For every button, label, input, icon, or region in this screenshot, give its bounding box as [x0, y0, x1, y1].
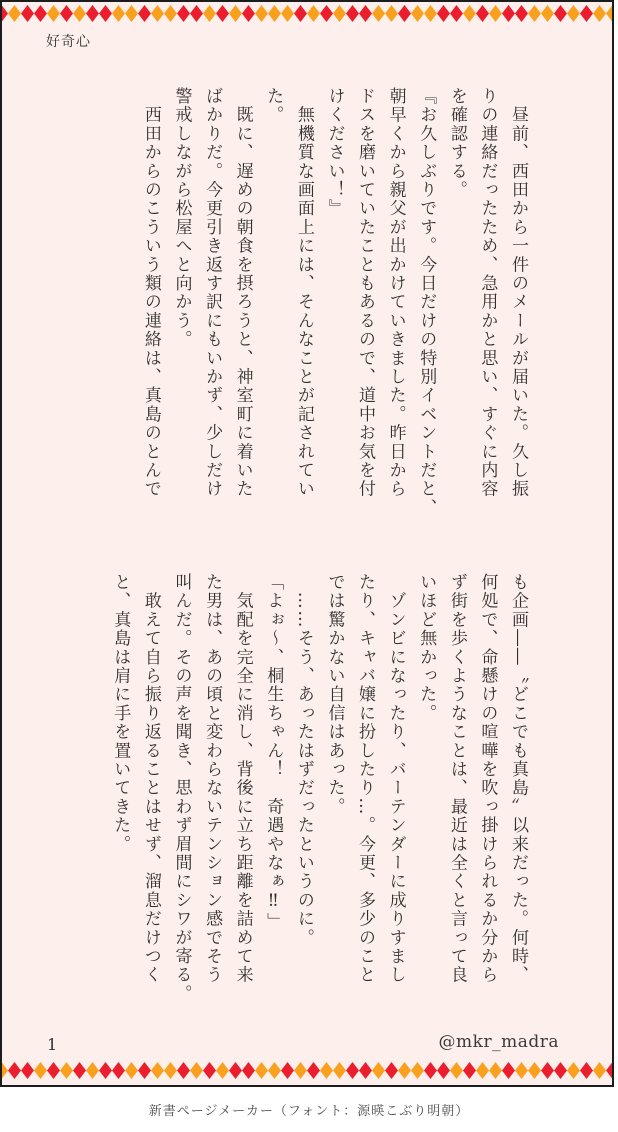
diamond-ornament-icon	[151, 1062, 164, 1079]
diamond-ornament-icon	[281, 1062, 294, 1079]
diamond-ornament-icon	[268, 5, 281, 22]
text-line: ……そう、あったはずだったというのに。	[293, 573, 314, 947]
diamond-ornament-icon	[372, 5, 385, 22]
diamond-ornament-icon	[424, 1062, 437, 1079]
diamond-ornament-icon	[73, 1062, 86, 1079]
diamond-ornament-icon	[450, 1062, 463, 1079]
diamond-ornament-icon	[502, 1062, 515, 1079]
diamond-ornament-icon	[411, 5, 424, 22]
text-line: た。	[263, 87, 284, 125]
diamond-ornament-icon	[398, 1062, 411, 1079]
text-line: いほど無かった。	[416, 573, 437, 723]
text-line: では驚かない自信はあった。	[324, 573, 345, 817]
text-line: ず街を歩くようなことは、最近は全くと言って良	[446, 573, 467, 985]
diamond-ornament-icon	[164, 1062, 177, 1079]
author-handle: @mkr_madra	[438, 1032, 559, 1052]
diamond-ornament-icon	[515, 1062, 528, 1079]
diamond-ornament-icon	[190, 5, 203, 22]
diamond-ornament-icon	[203, 5, 216, 22]
diamond-ornament-icon	[177, 5, 190, 22]
text-line: たり、キャバ嬢に扮したり…。今更、多少のこと	[355, 573, 376, 985]
diamond-ornament-icon	[372, 1062, 385, 1079]
diamond-ornament-icon	[359, 5, 372, 22]
text-line: 気配を完全に消し、背後に立ち距離を詰めて来	[232, 573, 253, 985]
diamond-ornament-icon	[346, 1062, 359, 1079]
diamond-ornament-icon	[216, 5, 229, 22]
diamond-ornament-icon	[47, 1062, 60, 1079]
diamond-ornament-icon	[489, 5, 502, 22]
diamond-ornament-icon	[502, 5, 515, 22]
diamond-ornament-icon	[268, 1062, 281, 1079]
text-line: 何処で、命懸けの喧嘩を吹っ掛けられるか分から	[477, 573, 498, 985]
diamond-ornament-icon	[125, 5, 138, 22]
diamond-ornament-icon	[99, 5, 112, 22]
text-line: も企画――〝どこでも真島〟以来だった。何時、	[508, 573, 528, 985]
diamond-ornament-icon	[255, 1062, 268, 1079]
diamond-ornament-icon	[294, 1062, 307, 1079]
diamond-ornament-icon	[346, 5, 359, 22]
diamond-ornament-icon	[255, 5, 268, 22]
diamond-ornament-icon	[307, 5, 320, 22]
diamond-ornament-icon	[112, 1062, 125, 1079]
text-line: ゾンビになったり、バーテンダーに成りすまし	[385, 573, 406, 985]
text-line: と、真島は肩に手を置いてきた。	[110, 573, 131, 854]
diamond-ornament-icon	[99, 1062, 112, 1079]
diamond-ornament-icon	[554, 1062, 567, 1079]
diamond-ornament-icon	[21, 5, 34, 22]
diamond-ornament-icon	[8, 5, 21, 22]
diamond-ornament-icon	[8, 1062, 21, 1079]
text-line: 叫んだ。その声を聞き、思わず眉間にシワが寄る。	[171, 573, 192, 1004]
diamond-ornament-icon	[34, 1062, 47, 1079]
diamond-ornament-icon	[333, 5, 346, 22]
diamond-ornament-icon	[281, 5, 294, 22]
text-line: ドスを磨いていたこともあるので、道中お気を付	[355, 87, 376, 499]
text-line: 「よぉ〜、桐生ちゃん！ 奇遇やなぁ‼」	[263, 573, 284, 932]
diamond-ornament-icon	[541, 5, 554, 22]
diamond-ornament-icon	[515, 5, 528, 22]
diamond-ornament-icon	[567, 1062, 580, 1079]
diamond-ornament-icon	[203, 1062, 216, 1079]
top-diamond-border	[0, 5, 614, 22]
diamond-ornament-icon	[320, 1062, 333, 1079]
diamond-ornament-icon	[333, 1062, 346, 1079]
diamond-ornament-icon	[528, 5, 541, 22]
text-line: 『お久しぶりです。今日だけの特別イベントだと、	[416, 87, 437, 518]
text-line: た男は、あの頃と変わらないテンション感でそう	[202, 573, 223, 985]
text-band-lower	[105, 573, 533, 1055]
diamond-ornament-icon	[437, 5, 450, 22]
diamond-ornament-icon	[229, 1062, 242, 1079]
diamond-ornament-icon	[424, 5, 437, 22]
diamond-ornament-icon	[385, 1062, 398, 1079]
diamond-ornament-icon	[138, 5, 151, 22]
diamond-ornament-icon	[437, 1062, 450, 1079]
diamond-ornament-icon	[60, 5, 73, 22]
text-line: ばかりだ。今更引き返す訳にもいかず、少しだけ	[202, 87, 223, 499]
text-line: 既に、遅めの朝食を摂ろうと、神室町に着いた	[232, 87, 253, 499]
diamond-ornament-icon	[216, 1062, 229, 1079]
text-line: 無機質な画面上には、そんなことが記されてい	[293, 87, 314, 499]
diamond-ornament-icon	[567, 5, 580, 22]
diamond-ornament-icon	[112, 5, 125, 22]
diamond-ornament-icon	[580, 5, 593, 22]
text-line: 警戒しながら松屋へと向かう。	[171, 87, 192, 349]
diamond-ornament-icon	[606, 5, 614, 22]
diamond-ornament-icon	[541, 1062, 554, 1079]
diamond-ornament-icon	[528, 1062, 541, 1079]
diamond-ornament-icon	[86, 1062, 99, 1079]
diamond-ornament-icon	[463, 5, 476, 22]
diamond-ornament-icon	[60, 1062, 73, 1079]
generator-caption: 新書ページメーカー（フォント：源暎こぶり明朝）	[148, 1104, 470, 1119]
text-band-upper	[135, 87, 533, 569]
diamond-ornament-icon	[580, 1062, 593, 1079]
bottom-diamond-border	[0, 1062, 614, 1079]
diamond-ornament-icon	[320, 5, 333, 22]
diamond-ornament-icon	[398, 5, 411, 22]
text-line: りの連絡だったため、急用かと思い、すぐに内容	[477, 87, 498, 499]
diamond-ornament-icon	[73, 5, 86, 22]
diamond-ornament-icon	[125, 1062, 138, 1079]
diamond-ornament-icon	[476, 5, 489, 22]
diamond-ornament-icon	[476, 1062, 489, 1079]
diamond-ornament-icon	[606, 1062, 614, 1079]
text-line: を確認する。	[446, 87, 467, 200]
diamond-ornament-icon	[242, 1062, 255, 1079]
text-line: 朝早くから親父が出かけていきました。昨日から	[385, 87, 406, 499]
diamond-ornament-icon	[190, 1062, 203, 1079]
diamond-ornament-icon	[47, 5, 60, 22]
text-line: 昼前、西田から一件のメールが届いた。久し振	[508, 87, 528, 499]
diamond-ornament-icon	[34, 5, 47, 22]
diamond-ornament-icon	[164, 5, 177, 22]
diamond-ornament-icon	[229, 5, 242, 22]
diamond-ornament-icon	[359, 1062, 372, 1079]
diamond-ornament-icon	[151, 5, 164, 22]
diamond-ornament-icon	[593, 5, 606, 22]
page-number: 1	[47, 1035, 58, 1054]
text-line: けください！』	[324, 87, 345, 218]
diamond-ornament-icon	[463, 1062, 476, 1079]
diamond-ornament-icon	[242, 5, 255, 22]
diamond-ornament-icon	[593, 1062, 606, 1079]
diamond-ornament-icon	[307, 1062, 320, 1079]
diamond-ornament-icon	[294, 5, 307, 22]
diamond-ornament-icon	[21, 1062, 34, 1079]
text-line: 西田からのこういう類の連絡は、真島のとんで	[140, 87, 161, 499]
diamond-ornament-icon	[554, 5, 567, 22]
diamond-ornament-icon	[177, 1062, 190, 1079]
diamond-ornament-icon	[385, 5, 398, 22]
diamond-ornament-icon	[0, 1062, 8, 1079]
diamond-ornament-icon	[450, 5, 463, 22]
text-line: 敢えて自ら振り返ることはせず、溜息だけつく	[140, 573, 161, 985]
diamond-ornament-icon	[138, 1062, 151, 1079]
diamond-ornament-icon	[86, 5, 99, 22]
diamond-ornament-icon	[0, 5, 8, 22]
diamond-ornament-icon	[489, 1062, 502, 1079]
diamond-ornament-icon	[411, 1062, 424, 1079]
story-title: 好奇心	[46, 34, 91, 50]
